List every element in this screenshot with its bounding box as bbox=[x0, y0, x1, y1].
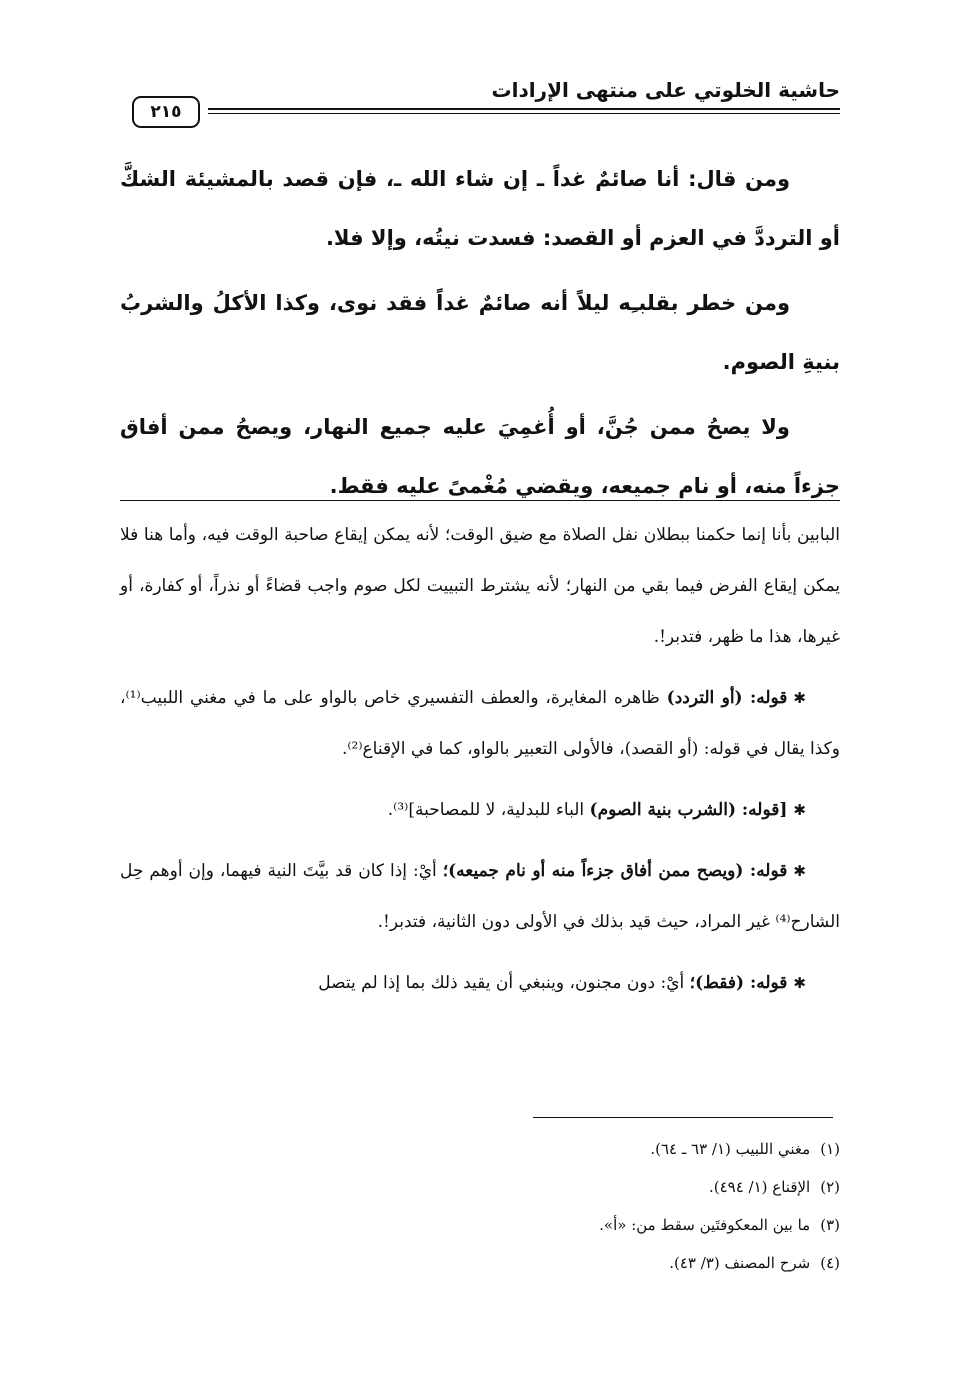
footnotes bbox=[120, 1130, 840, 1282]
commentary-note bbox=[120, 958, 840, 1009]
text-separator bbox=[120, 500, 840, 501]
note-label: قوله: (فقط)؛ bbox=[689, 973, 788, 993]
note-text: الباء للبدلية، لا للمصاحبة]⁽³⁾. bbox=[387, 800, 590, 820]
running-title: حاشية الخلوتي على منتهى الإرادات bbox=[491, 78, 840, 102]
footnote-text: مغني اللبيب (١/ ٦٣ ـ ٦٤). bbox=[650, 1140, 811, 1158]
footnote-item bbox=[120, 1206, 840, 1244]
footnote-rule bbox=[533, 1117, 833, 1118]
note-label: [قوله: (الشرب بنية الصوم) bbox=[589, 800, 788, 820]
footnote-item bbox=[120, 1168, 840, 1206]
star-icon: ✱ bbox=[793, 689, 806, 707]
footnote-text: شرح المصنف (٣/ ٤٣). bbox=[669, 1254, 811, 1272]
page-header bbox=[120, 78, 840, 134]
header-rule-thin bbox=[208, 113, 840, 114]
commentary-note bbox=[120, 785, 840, 836]
footnote-item bbox=[120, 1244, 840, 1282]
note-text: ظاهره المغايرة، والعطف التفسيري خاص بالواو على ما في مغني اللبيب⁽¹⁾، وكذا يقال في قوله: (أو القصد)، فالأولى التعبير بالواو، كما في الإقناع⁽²⁾. bbox=[120, 688, 840, 759]
matn-paragraph: ومن خطر بقلبـِه ليلاً أنه صائمٌ غداً فقد نوى، وكذا الأكلُ والشربُ بنيةِ الصوم. bbox=[120, 291, 840, 374]
header-rule bbox=[208, 108, 840, 110]
commentary-note bbox=[120, 846, 840, 948]
footnote-number: (٣) bbox=[820, 1216, 840, 1234]
note-text: أيْ: دون مجنون، وينبغي أن يقيد ذلك بما إذا لم يتصل bbox=[318, 973, 690, 993]
footnote-text: ما بين المعكوفتَين سقط من: «أ». bbox=[599, 1216, 811, 1234]
footnote-text: الإقناع (١/ ٤٩٤). bbox=[708, 1178, 811, 1196]
commentary-continuation: البابين بأنا إنما حكمنا ببطلان نفل الصلاة مع ضيق الوقت؛ لأنه يمكن إيقاع صاحبة الوقت فيه، وأما هنا فلا يمكن إيقاع الفرض فيما بقي من النهار؛ لأنه يشترط التبييت لكل صوم واجب قضاءً أو نذراً، أو كفارة، أو غيرها، هذا ما ظهر، فتدبر!. bbox=[120, 525, 840, 647]
star-icon: ✱ bbox=[793, 974, 806, 992]
matn-paragraph: ولا يصحُ ممن جُنَّ، أو أُغمِيَ عليه جميع النهار، ويصحُ ممن أفاق جزءاً منه، أو نام جميعه، ويقضي مُغْمىً عليه فقط. bbox=[120, 415, 840, 498]
footnote-number: (١) bbox=[820, 1140, 840, 1158]
page-number: ٢١٥ bbox=[132, 96, 200, 128]
footnote-number: (٤) bbox=[820, 1254, 840, 1272]
commentary-note bbox=[120, 673, 840, 775]
star-icon: ✱ bbox=[793, 801, 806, 819]
star-icon: ✱ bbox=[793, 862, 806, 880]
note-label: قوله: (أو التردد) bbox=[666, 688, 788, 708]
footnote-item bbox=[120, 1130, 840, 1168]
note-text: أيْ: إذا كان قد بيَّتَ النية فيهما، وإن أوهم حِل الشارح⁽⁴⁾ غير المراد، حيث قيد بذلك في الأولى دون الثانية، فتدبر!. bbox=[120, 861, 840, 932]
note-label: قوله: (ويصح ممن أفاق جزءاً منه أو نام جميعه)؛ bbox=[442, 861, 788, 881]
footnote-number: (٢) bbox=[820, 1178, 840, 1196]
commentary bbox=[120, 510, 840, 1019]
matn-paragraph: ومن قال: أنا صائمٌ غداً ـ إن شاء الله ـ، فإن قصد بالمشيئة الشكَّ أو الترددَّ في العزم أو القصد: فسدت نيتُه، وإلا فلا. bbox=[120, 167, 840, 250]
main-text bbox=[120, 150, 840, 522]
